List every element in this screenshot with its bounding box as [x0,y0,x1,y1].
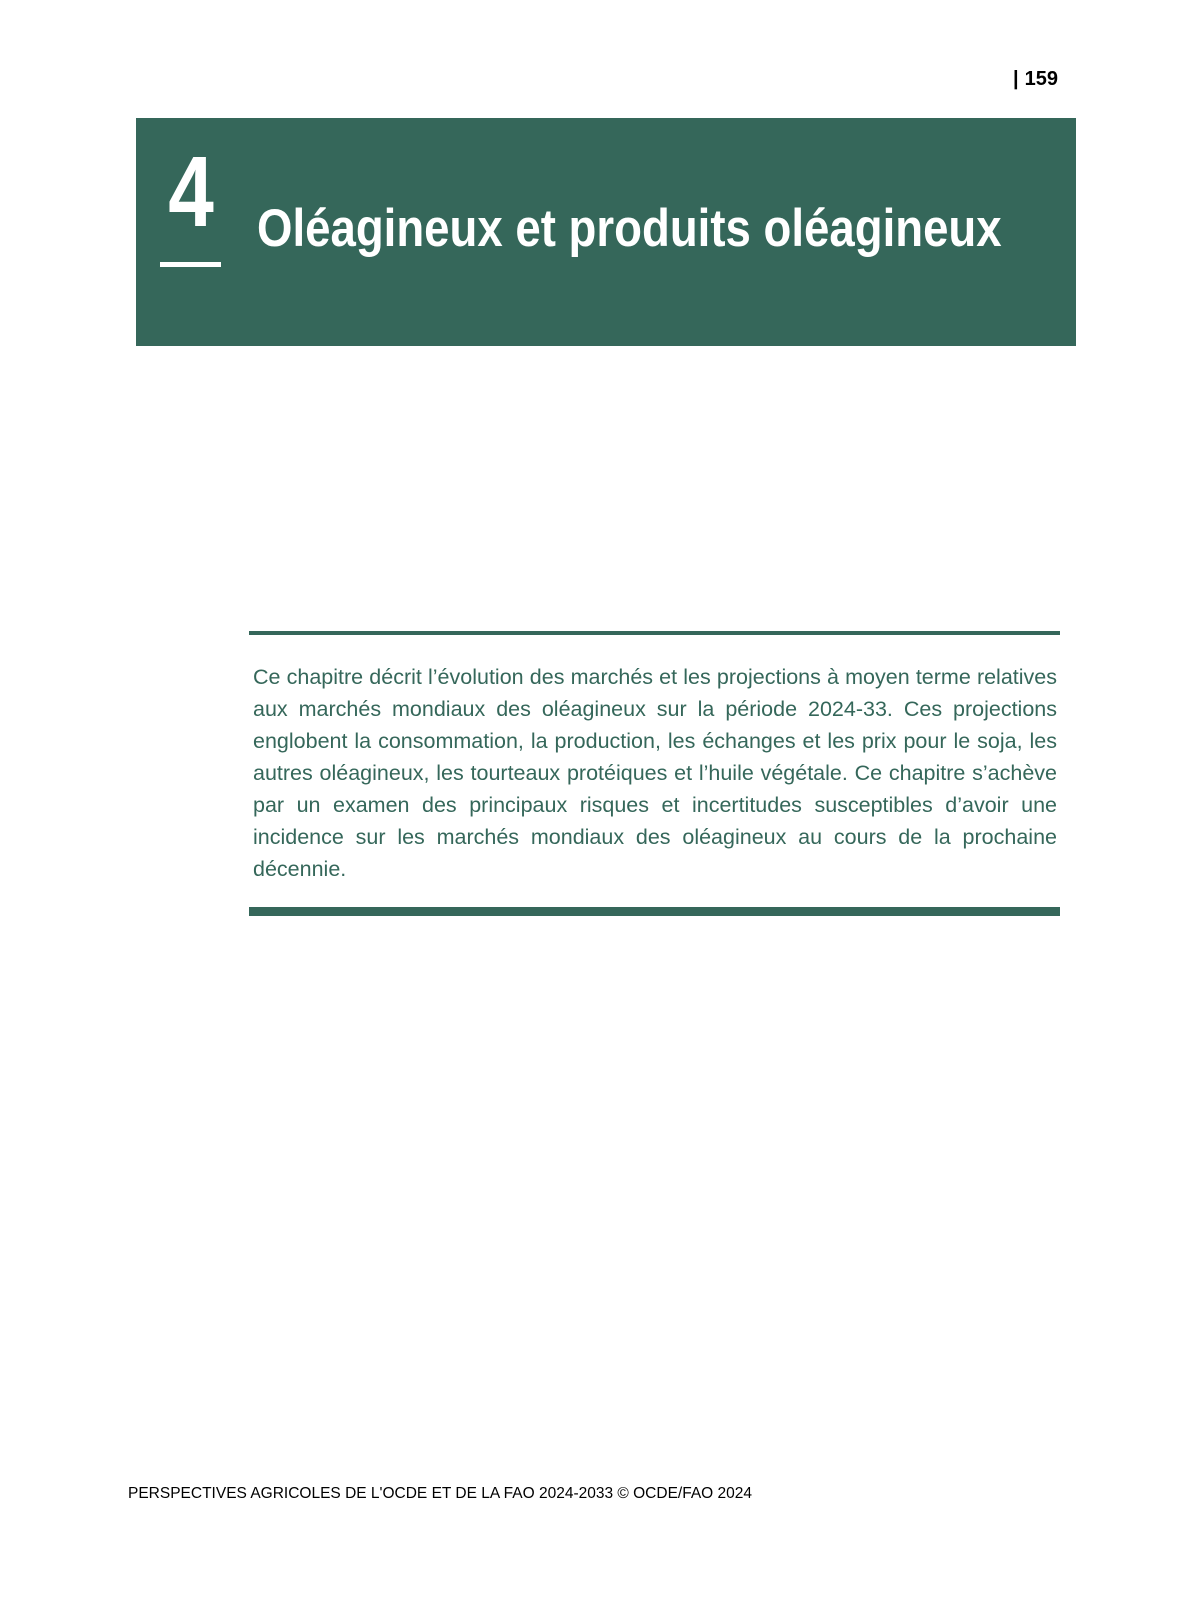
page-number [1013,68,1058,91]
page-footer: PERSPECTIVES AGRICOLES DE L'OCDE ET DE LA FAO 2024-2033 © OCDE/FAO 2024 [128,1485,753,1502]
abstract-bottom-divider [249,907,1060,916]
chapter-title: Oléagineux et produits oléagineux [257,199,1002,258]
page-number-value: 159 [1024,68,1058,90]
chapter-banner [136,118,1076,346]
page-number-separator: | [1013,68,1019,90]
abstract-top-divider [249,631,1060,635]
chapter-number-underline [160,262,221,267]
chapter-number: 4 [168,136,214,248]
chapter-abstract: Ce chapitre décrit l’évolution des marchés et les projections à moyen terme relatives aux marchés mondiaux des oléagineux sur la période 2024-33. Ces projections englobent la consommation, la production, les échanges et les prix pour le soja, les autres oléagineux, les tourteaux protéiques et l’huile végétale. Ce chapitre s’achève par un examen des principaux risques et incertitudes susceptibles d’avoir une incidence sur les marchés mondiaux des oléagineux au cours de la prochaine décennie. [253,665,1057,881]
